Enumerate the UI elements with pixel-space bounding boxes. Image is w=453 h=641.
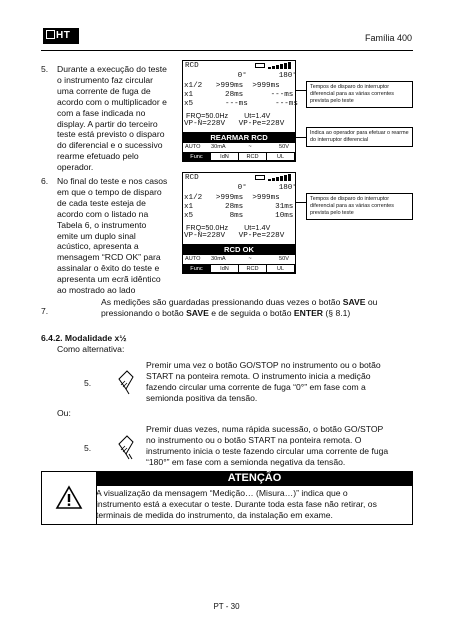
press-once-icon bbox=[115, 367, 137, 397]
lcd-display-ok bbox=[182, 172, 296, 274]
lcd-row-x5: x5 8ms 10ms bbox=[184, 212, 294, 220]
lcd-key-ul: UL bbox=[267, 264, 295, 273]
lcd-soft-keys bbox=[183, 255, 295, 273]
lcd-row-x5: x5 ---ms ---ms bbox=[184, 100, 298, 108]
section-subtitle: Como alternativa: bbox=[57, 344, 125, 354]
lcd-message-bar: RCD OK bbox=[183, 244, 295, 255]
step6-number: 6. bbox=[41, 176, 49, 186]
lcd-row-half: x1/2 >999ms >999ms bbox=[184, 194, 280, 202]
lcd-mode: RCD bbox=[185, 62, 199, 70]
lcd-key-rcd: RCD bbox=[239, 152, 267, 161]
ht-logo: HT bbox=[43, 28, 79, 44]
callout-trip-times: Tempos de disparo do interruptor diferencial para as várias correntes prevista pelo teste bbox=[306, 193, 413, 220]
alt2-number: 5. bbox=[84, 443, 92, 453]
callout-trip-times: Tempos de disparo do interruptor diferencial para as várias correntes prevista pelo teste bbox=[306, 81, 413, 108]
callout-line bbox=[296, 137, 306, 138]
page-number: PT - 30 bbox=[213, 602, 240, 611]
lcd-voltages: VP-N=228V VP-Pe=228V bbox=[184, 232, 285, 240]
lcd-key-func: Func bbox=[183, 264, 211, 273]
battery-icon bbox=[255, 63, 265, 68]
attention-text: A visualização da mensagem “Medição… (Misura…)” indica que o instrumento está a executar o teste. Durante toda esta fase não retirar, os terminais de medida do instrumento, da instalação em exame. bbox=[96, 488, 377, 520]
lcd-waveform-label: ~ bbox=[248, 144, 252, 150]
step7-text: As medições são guardadas pressionando duas vezes o botão SAVE ou pressionando o botão SAVE e de seguida o botão ENTER (§ 8.1) bbox=[101, 297, 378, 318]
lcd-freq-ut: FRQ=50.0Hz Ut=1.4V bbox=[184, 223, 271, 232]
lcd-angles: 0° 180° bbox=[183, 72, 297, 80]
lcd-message-bar: REARMAR RCD bbox=[183, 132, 295, 143]
or-label: Ou: bbox=[57, 408, 71, 418]
press-twice-icon bbox=[115, 432, 137, 462]
lcd-current-label: 30mA bbox=[211, 144, 226, 150]
alt1-text: Premir uma vez o botão GO/STOP no instrumento ou o botão START na ponteira remota. O instrumento inicia a medição fazendo circular uma corrente de fuga “0°” em fase com a semionda positiva da tensão. bbox=[146, 360, 381, 403]
callout-line bbox=[296, 90, 306, 91]
lcd-key-func: Func bbox=[183, 152, 211, 161]
lcd-soft-keys bbox=[183, 143, 295, 161]
signal-bars-icon bbox=[268, 174, 292, 181]
lcd-voltages: VP-N=228V VP-Pe=228V bbox=[184, 120, 285, 128]
header-rule bbox=[41, 50, 413, 51]
alt2-text: Premir duas vezes, numa rápida sucessão, o botão GO/STOP no instrumento ou o botão START na ponteira remota. O instrumento inicia o teste fazendo circular uma corrente de fuga “180°” em fase com a semionda negativa da tensão. bbox=[146, 424, 389, 467]
step7-number: 7. bbox=[41, 306, 49, 316]
lcd-key-idn: IdN bbox=[211, 264, 239, 273]
lcd-limit-label: 50V bbox=[279, 256, 289, 262]
callout-line bbox=[296, 202, 306, 203]
attention-title: ATENÇÃO bbox=[96, 471, 413, 486]
lcd-auto-label: AUTO bbox=[185, 256, 201, 262]
lcd-freq-ut: FRQ=50.0Hz Ut=1.4V bbox=[184, 111, 271, 120]
battery-icon bbox=[255, 175, 265, 180]
lcd-row-x1: x1 28ms ---ms bbox=[184, 91, 294, 99]
lcd-row-half: x1/2 >999ms >999ms bbox=[184, 82, 280, 90]
alt1-number: 5. bbox=[84, 378, 92, 388]
lcd-angles: 0° 180° bbox=[183, 184, 297, 192]
lcd-row-x1: x1 28ms 31ms bbox=[184, 203, 294, 211]
lcd-key-ul: UL bbox=[267, 152, 295, 161]
lcd-limit-label: 50V bbox=[279, 144, 289, 150]
step6-text: No final do teste e nos casos em que o tempo de disparo de cada teste esteja de acordo com o listado na Tabela 6, o instrumento emite um duplo sinal acústico, apresenta a mensagem “RCD OK” para assinalar o êxito do teste e apresenta um ecrã idêntico ao mostrado ao lado bbox=[57, 176, 168, 296]
warning-icon bbox=[55, 485, 83, 510]
lcd-key-idn: IdN bbox=[211, 152, 239, 161]
step5-text: Durante a execução do teste o instrumento faz circular uma corrente de fuga de acordo com o multiplicador e com a fase indicada no display. A partir do terceiro teste está previsto o disparo do diferencial e o sucessivo rearme efetuado pelo operador. bbox=[57, 64, 167, 173]
callout-rearm: Indica ao operador para efetuar o rearme do interruptor diferencial bbox=[306, 127, 413, 147]
lcd-waveform-label: ~ bbox=[248, 256, 252, 262]
lcd-display-rearm bbox=[182, 60, 296, 162]
lcd-auto-label: AUTO bbox=[185, 144, 201, 150]
lcd-current-label: 30mA bbox=[211, 256, 226, 262]
lcd-mode: RCD bbox=[185, 174, 199, 182]
section-heading: 6.4.2. Modalidade x½ bbox=[41, 333, 127, 343]
step5-number: 5. bbox=[41, 64, 49, 74]
signal-bars-icon bbox=[268, 62, 292, 69]
lcd-key-rcd: RCD bbox=[239, 264, 267, 273]
family-title: Família 400 bbox=[364, 33, 412, 43]
